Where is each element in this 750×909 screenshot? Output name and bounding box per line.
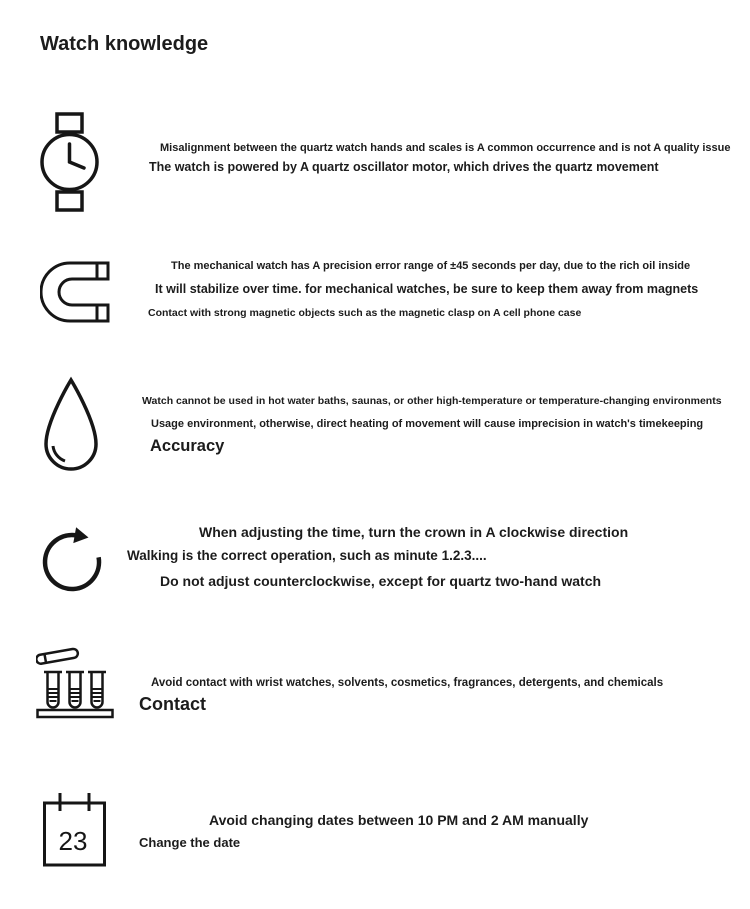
info-line: Avoid contact with wrist watches, solvents, cosmetics, fragrances, detergents, and chemicals xyxy=(151,677,664,689)
test-tubes-icon xyxy=(36,642,114,745)
info-line: Contact with strong magnetic objects such as the magnetic clasp on A cell phone case xyxy=(148,307,582,319)
info-line: Watch cannot be used in hot water baths, saunas, or other high-temperature or temperature-changing environments xyxy=(142,395,722,407)
info-line: It will stabilize over time. for mechanical watches, be sure to keep them away from magnets xyxy=(155,282,699,296)
clockwise-arrow-icon xyxy=(40,518,108,600)
section-heading-accuracy: Accuracy xyxy=(150,437,225,455)
water-drop-icon xyxy=(38,374,104,478)
section-heading-contact: Contact xyxy=(139,694,206,714)
info-line: When adjusting the time, turn the crown in A clockwise direction xyxy=(199,524,629,540)
magnet-icon xyxy=(40,259,112,325)
info-line: The mechanical watch has A precision error range of ±45 seconds per day, due to the rich oil inside xyxy=(171,260,691,272)
calendar-icon xyxy=(40,788,110,870)
info-line: Avoid changing dates between 10 PM and 2 AM manually xyxy=(209,812,589,828)
calendar-day: 23 xyxy=(58,826,88,856)
info-line: Usage environment, otherwise, direct heating of movement will cause imprecision in watch's timekeeping xyxy=(151,418,704,430)
info-line: Do not adjust counterclockwise, except for quartz two-hand watch xyxy=(160,573,602,589)
info-line: The watch is powered by A quartz oscillator motor, which drives the quartz movement xyxy=(149,160,659,174)
info-line: Change the date xyxy=(139,835,241,850)
info-line: Misalignment between the quartz watch hands and scales is A common occurrence and is not A quality issue xyxy=(160,142,731,154)
wristwatch-icon xyxy=(38,112,100,212)
info-line: Walking is the correct operation, such as minute 1.2.3.... xyxy=(127,548,487,563)
page-title: Watch knowledge xyxy=(40,33,209,55)
